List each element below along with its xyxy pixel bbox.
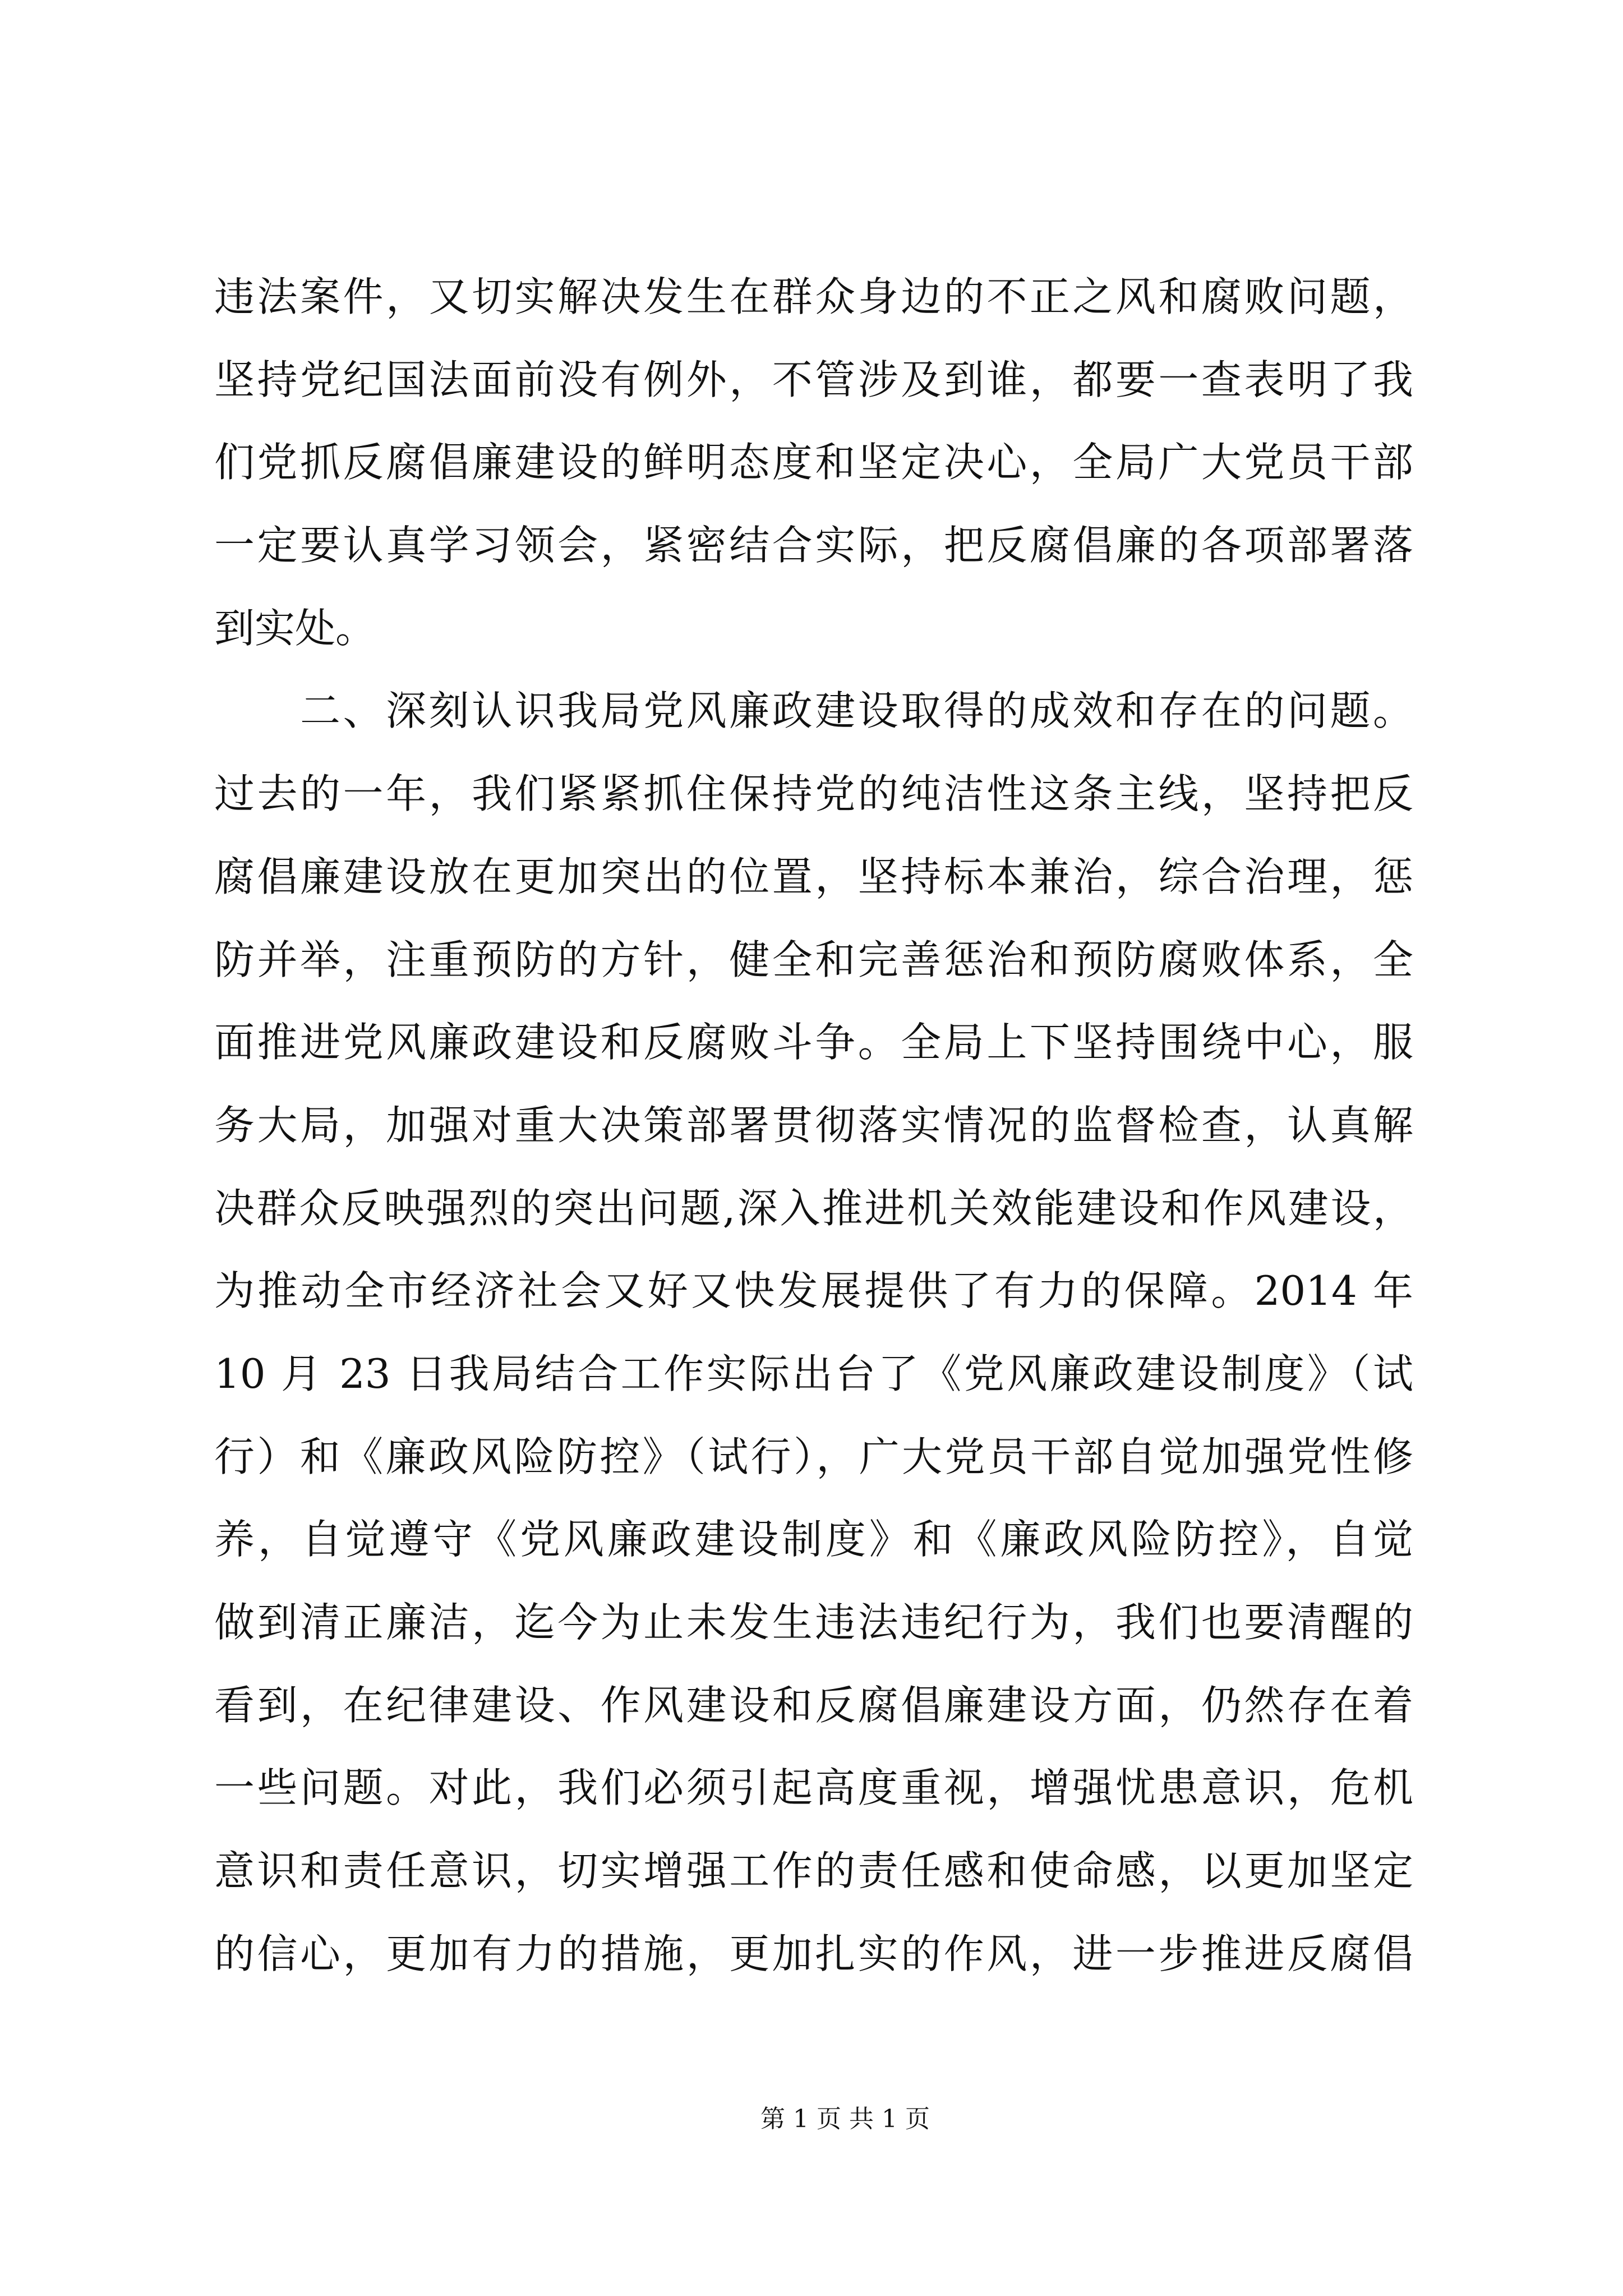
body-line: 养，自觉遵守《党风廉政建设制度》和《廉政风险防控》，自觉	[214, 1516, 1413, 1563]
body-line: 10 月 23 日我局结合工作实际出台了《党风廉政建设制度》（试	[214, 1350, 1413, 1397]
section-heading-line: 二、深刻认识我局党风廉政建设取得的成效和存在的问题。	[300, 687, 1413, 735]
body-line: 看到，在纪律建设、作风建设和反腐倡廉建设方面，仍然存在着	[214, 1681, 1413, 1729]
body-line: 决群众反映强烈的突出问题,深入推进机关效能建设和作风建设，	[214, 1184, 1413, 1232]
body-line: 务大局，加强对重大决策部署贯彻落实情况的监督检查，认真解	[214, 1101, 1413, 1149]
body-line: 一定要认真学习领会，紧密结合实际，把反腐倡廉的各项部署落	[214, 522, 1413, 569]
body-line: 坚持党纪国法面前没有例外，不管涉及到谁，都要一查表明了我	[214, 356, 1413, 403]
body-line: 违法案件，又切实解决发生在群众身边的不正之风和腐败问题，	[214, 273, 1413, 320]
body-line: 行）和《廉政风险防控》（试行），广大党员干部自觉加强党性修	[214, 1433, 1413, 1480]
body-line: 的信心，更加有力的措施，更加扎实的作风，进一步推进反腐倡	[214, 1930, 1413, 1977]
body-line: 做到清正廉洁，迄今为止未发生违法违纪行为，我们也要清醒的	[214, 1599, 1413, 1646]
body-line: 防并举，注重预防的方针，健全和完善惩治和预防腐败体系，全	[214, 936, 1413, 983]
body-line: 面推进党风廉政建设和反腐败斗争。全局上下坚持围绕中心，服	[214, 1019, 1413, 1066]
paragraph-continuation	[214, 256, 1413, 670]
body-line: 到实处。	[214, 604, 376, 652]
paragraph-section-two	[214, 670, 1413, 1995]
body-line: 一些问题。对此，我们必须引起高度重视，增强忧患意识，危机	[214, 1764, 1413, 1812]
body-line: 为推动全市经济社会又好又快发展提供了有力的保障。2014 年	[214, 1267, 1413, 1315]
document-body	[214, 256, 1413, 1995]
body-line: 们党抓反腐倡廉建设的鲜明态度和坚定决心，全局广大党员干部	[214, 439, 1413, 486]
body-line: 腐倡廉建设放在更加突出的位置，坚持标本兼治，综合治理，惩	[214, 853, 1413, 900]
body-line: 意识和责任意识，切实增强工作的责任感和使命感，以更加坚定	[214, 1847, 1413, 1895]
page-footer: 第 1 页 共 1 页	[760, 2105, 930, 2133]
body-line: 过去的一年，我们紧紧抓住保持党的纯洁性这条主线，坚持把反	[214, 770, 1413, 818]
